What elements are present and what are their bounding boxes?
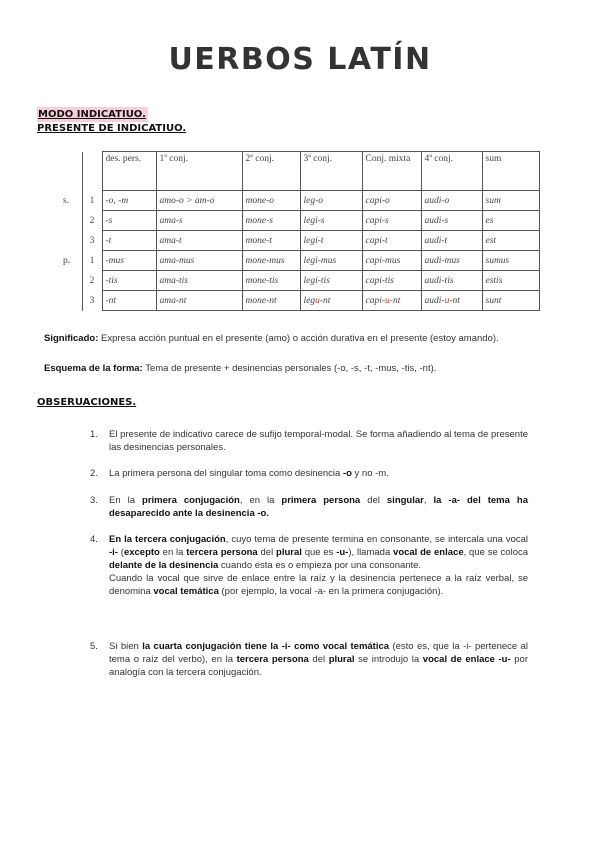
table-cell: ama-tis <box>156 271 242 291</box>
header-cell: 1ª conj. <box>156 152 242 191</box>
table-cell: mone-s <box>242 211 300 231</box>
table-cell: capi-o <box>362 191 421 211</box>
table-cell: legi-tis <box>300 271 362 291</box>
page-title: UERBOS LATÍN <box>168 42 432 77</box>
table-cell: capi-t <box>362 231 421 251</box>
table-row <box>60 291 539 311</box>
tense-heading: PRESENTE DE INDICATIUO. <box>37 123 187 134</box>
table-cell: audi-mus <box>421 251 482 271</box>
table-cell: -tis <box>102 271 156 291</box>
table-cell: -t <box>102 231 156 251</box>
table-cell: -nt <box>102 291 156 311</box>
observaciones-heading: OBSERUACIONES. <box>37 397 137 408</box>
table-cell: es <box>482 211 539 231</box>
esquema-paragraph: Esquema de la forma: Tema de presente + desinencias personales (-o, -s, -t, -mus, -tis, -nt). <box>44 363 437 374</box>
header-cell: Conj. mixta <box>362 152 421 191</box>
header-cell: des. pers. <box>102 152 156 191</box>
table-cell: leg-o <box>300 191 362 211</box>
table-cell: legu-nt <box>300 291 362 311</box>
table-row <box>60 231 539 251</box>
header-cell: sum <box>482 152 539 191</box>
table-cell: capi-tis <box>362 271 421 291</box>
header-cell: 4ª conj. <box>421 152 482 191</box>
table-cell: sum <box>482 191 539 211</box>
conjugation-table <box>60 151 540 311</box>
person-number: 3 <box>82 231 102 251</box>
person-number: 2 <box>82 271 102 291</box>
table-cell: capi-u-nt <box>362 291 421 311</box>
person-number: 1 <box>82 251 102 271</box>
table-cell: ama-s <box>156 211 242 231</box>
person-number: 1 <box>82 191 102 211</box>
link-vowel: u <box>315 295 320 306</box>
table-cell: mone-o <box>242 191 300 211</box>
table-row <box>60 191 539 211</box>
section-heading <box>37 108 186 136</box>
table-row <box>60 211 539 231</box>
list-item: 3. En la primera conjugación, en la primera persona del singular, la -a- del tema ha desaparecido ante la desinencia -o. <box>90 495 528 519</box>
table-cell: audi-t <box>421 231 482 251</box>
table-cell: ama-mus <box>156 251 242 271</box>
table-cell: -s <box>102 211 156 231</box>
table-cell: audi-u-nt <box>421 291 482 311</box>
table-cell: capi-s <box>362 211 421 231</box>
table-cell: amo-o > am-o <box>156 191 242 211</box>
table-cell: mone-t <box>242 231 300 251</box>
person-number: 3 <box>82 291 102 311</box>
table-cell: legi-t <box>300 231 362 251</box>
table-cell: audi-o <box>421 191 482 211</box>
table-row <box>60 251 539 271</box>
person-number: 2 <box>82 211 102 231</box>
table-row <box>60 271 539 291</box>
mode-heading: MODO INDICATIUO. <box>38 109 146 120</box>
table-header-row <box>60 152 539 191</box>
header-cell: 2ª conj. <box>242 152 300 191</box>
significado-paragraph: Significado: Expresa acción puntual en el presente (amo) o acción durativa en el presente (estoy amando). <box>44 333 499 344</box>
number-label-plural: p. <box>60 251 82 271</box>
table-cell: audi-tis <box>421 271 482 291</box>
table-cell: sunt <box>482 291 539 311</box>
table-cell: mone-mus <box>242 251 300 271</box>
header-cell: 3ª conj. <box>300 152 362 191</box>
table-cell: mone-tis <box>242 271 300 291</box>
table-cell: legi-s <box>300 211 362 231</box>
table-cell: legi-mus <box>300 251 362 271</box>
link-vowel: u <box>385 295 390 306</box>
list-item: 1. El presente de indicativo carece de sufijo temporal-modal. Se forma añadiendo al tema de presente las desinencias personales. <box>90 429 528 453</box>
table-cell: sumus <box>482 251 539 271</box>
table-cell: audi-s <box>421 211 482 231</box>
list-item: 2. La primera persona del singular toma como desinencia -o y no -m. <box>90 468 389 479</box>
table-cell: ama-t <box>156 231 242 251</box>
list-item: 5. Si bien la cuarta conjugación tiene la -i- como vocal temática (esto es, que la -i- pertenece al tema o raíz del verbo), en la tercera persona del plural se introdujo la vocal de enlace -u- por analogía con la tercera conjugación. <box>90 641 528 678</box>
table-cell: -mus <box>102 251 156 271</box>
table-cell: mone-nt <box>242 291 300 311</box>
table-cell: est <box>482 231 539 251</box>
table-cell: -o, -m <box>102 191 156 211</box>
table-cell: ama-nt <box>156 291 242 311</box>
link-vowel: u <box>444 295 450 306</box>
table-cell: estis <box>482 271 539 291</box>
number-label-singular: s. <box>60 191 82 211</box>
table-cell: capi-mus <box>362 251 421 271</box>
list-item: 4. En la tercera conjugación, cuyo tema de presente termina en consonante, se intercala una vocal -i- (excepto en la tercera persona del plural que es -u-), llamada vocal de enlace, que se coloca delante de la desinencia cuando esta es o empieza por una consonante. Cuando la vocal que sirve de enlace entre la raíz y la desinencia pertenece a la raíz verbal, se denomina vocal temática (por ejemplo, la vocal -a- en la primera conjugación). <box>90 534 529 597</box>
